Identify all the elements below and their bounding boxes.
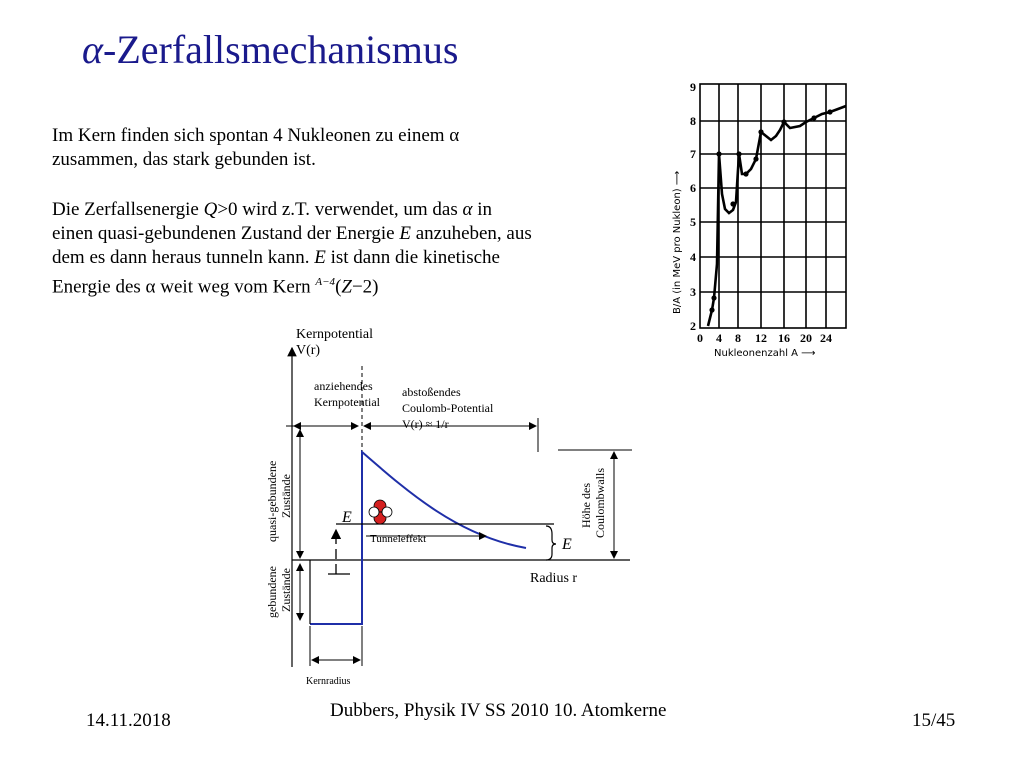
x-tick: 8: [735, 331, 741, 345]
alpha-particle-icon: [369, 500, 392, 524]
symbol-e: E: [314, 247, 326, 268]
data-point: [743, 171, 748, 176]
x-tick: 24: [820, 331, 832, 345]
wall-height-label-1: Höhe des: [579, 483, 593, 528]
data-point: [781, 119, 786, 124]
paragraph-1-line-2: zusammen, das stark gebunden ist.: [52, 149, 316, 170]
symbol-z: Z: [341, 276, 352, 298]
data-point: [711, 295, 716, 300]
y-tick: 8: [690, 114, 696, 128]
slide-title: [82, 26, 458, 73]
text-span: in: [472, 199, 492, 220]
repulsive-label-1: abstoßendes: [402, 385, 461, 399]
data-point: [716, 151, 721, 156]
data-point: [811, 115, 816, 120]
y-tick: 2: [690, 319, 696, 333]
y-tick: 7: [690, 147, 696, 161]
title-alpha: α: [82, 27, 103, 72]
x-tick: 4: [716, 331, 722, 345]
paragraph-2: [52, 198, 642, 299]
footer-page-number: 15/45: [912, 710, 956, 731]
data-point: [709, 307, 714, 312]
repulsive-label-2: Coulomb-Potential: [402, 401, 494, 415]
data-point: [758, 129, 763, 134]
wall-height-label-2: Coulombwalls: [593, 467, 607, 538]
text-span: anzuheben, aus: [410, 223, 532, 244]
text-span: Die Zerfallsenergie: [52, 199, 204, 220]
x-tick: 20: [800, 331, 812, 345]
superscript-a-minus-4: A−4: [315, 276, 336, 288]
potential-diagram: [258, 322, 636, 690]
energy-label-right: E: [562, 536, 572, 553]
paragraph-1: [52, 124, 642, 172]
y-tick: 9: [690, 80, 696, 94]
text-span: (: [335, 276, 342, 298]
energy-label: E: [342, 509, 352, 526]
paragraph-2-line-3: [52, 246, 642, 270]
text-span: >0 wird z.T. verwendet, um das: [217, 199, 463, 220]
bound-label-2: Zustände: [279, 568, 293, 612]
quasi-bound-label-2: Zustände: [279, 474, 293, 518]
paragraph-1-line-1: Im Kern finden sich spontan 4 Nukleonen zu einem α: [52, 125, 460, 146]
y-tick: 6: [690, 181, 696, 195]
title-text: -Zerfallsmechanismus: [103, 27, 459, 72]
text-span: −2): [351, 276, 379, 298]
data-point: [827, 109, 832, 114]
data-point: [753, 156, 758, 161]
data-point: [730, 201, 735, 206]
y-tick: 4: [690, 250, 696, 264]
binding-energy-chart: [666, 74, 852, 364]
x-tick-labels: [697, 331, 832, 345]
bound-label-1: gebundene: [265, 566, 279, 618]
symbol-alpha: α: [462, 199, 473, 220]
y-tick: 5: [690, 215, 696, 229]
paragraph-2-line-1: [52, 198, 642, 222]
quasi-bound-label-1: quasi-gebundene: [265, 460, 279, 542]
data-point: [736, 151, 741, 156]
x-tick: 0: [697, 331, 703, 345]
y-axis-label: B/A (in MeV pro Nukleon) ⟶: [672, 170, 683, 314]
symbol-q: Q: [203, 199, 218, 220]
footer-date: 14.11.2018: [86, 710, 171, 731]
y-tick: 3: [690, 285, 696, 299]
nuclear-radius-label: Kernradius: [306, 676, 351, 687]
x-axis-label: Nukleonenzahl A ⟶: [714, 348, 816, 359]
potential-axis-symbol: V(r): [296, 343, 321, 358]
y-tick-labels: [690, 80, 696, 333]
radius-label: Radius r: [530, 571, 578, 586]
text-span: ist dann die kinetische: [325, 247, 500, 268]
text-span: Energie des α weit weg vom Kern: [52, 276, 316, 298]
text-span: einen quasi-gebundenen Zustand der Energie: [52, 223, 400, 244]
chart-grid: [700, 84, 846, 328]
symbol-e: E: [399, 223, 411, 244]
paragraph-2-line-4: [52, 270, 642, 299]
potential-axis-label: Kernpotential: [296, 327, 373, 342]
text-span: dem es dann heraus tunneln kann.: [52, 247, 315, 268]
x-tick: 16: [778, 331, 790, 345]
x-tick: 12: [755, 331, 767, 345]
energy-brace: [546, 526, 556, 560]
paragraph-2-line-2: [52, 222, 642, 246]
tunnel-label: Tunneleffekt: [370, 533, 427, 545]
footer-source: Dubbers, Physik IV SS 2010 10. Atomkerne: [330, 700, 667, 721]
attractive-label-2: Kernpotential: [314, 395, 380, 409]
repulsive-label-3: V(r) ≈ 1/r: [402, 417, 449, 431]
attractive-label-1: anziehendes: [314, 379, 373, 393]
